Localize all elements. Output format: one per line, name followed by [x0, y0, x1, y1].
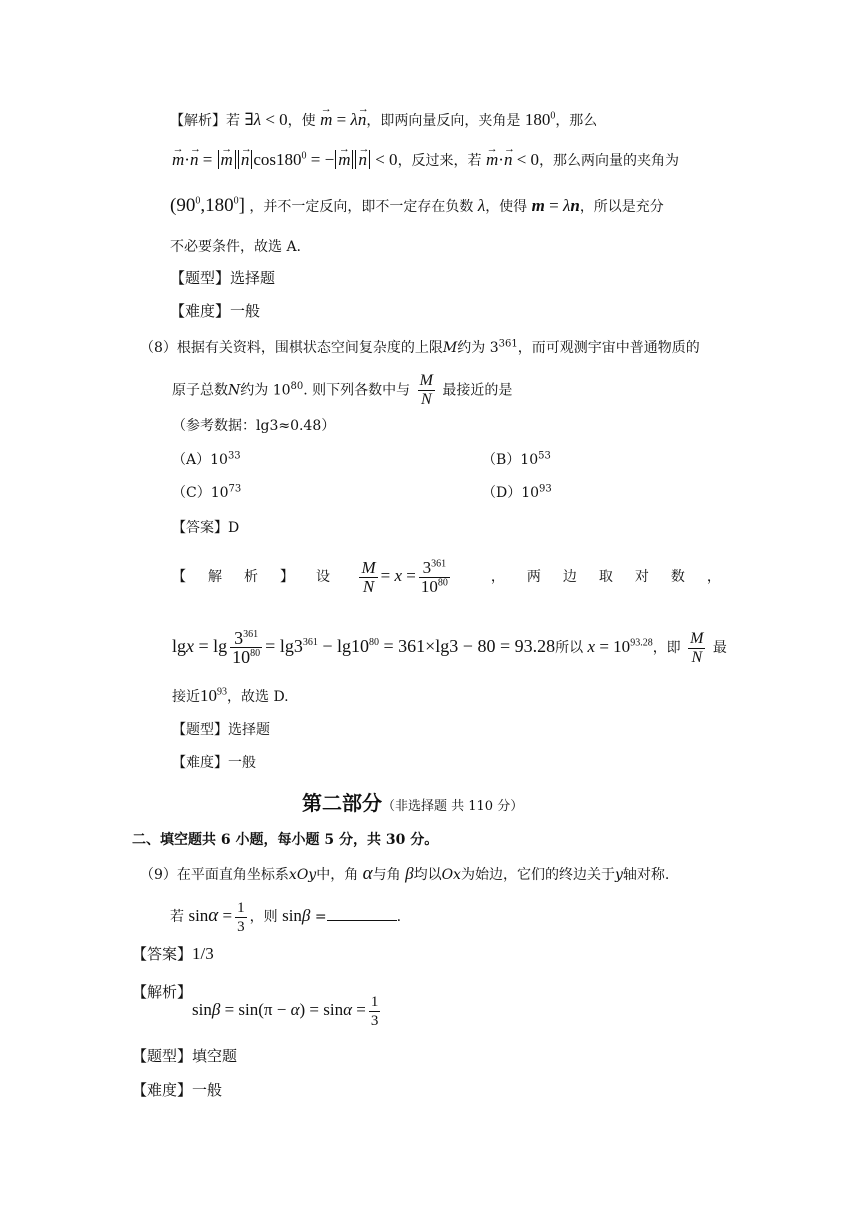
math-lambda: λ — [477, 196, 486, 215]
math-fraction-M-over-N: $\frac{M}{N}$ — [419, 372, 433, 408]
q7-question-type: 【题型】选择题 — [170, 269, 276, 287]
part-two-subtitle: （非选择题 共 110 分） — [382, 799, 524, 814]
math-x-eq-10-93-28: $x = 10^{93.28}$ — [587, 637, 653, 656]
q8-analysis-line-3: 接近$10^{93}$，故选 D. — [172, 686, 289, 705]
math-alpha: α — [362, 863, 373, 884]
math-fraction-M-over-N-2: $\frac{M}{N}$ — [690, 629, 704, 666]
question-number: （9） — [140, 867, 177, 883]
math-dot-product-cos180: → m·→ n = → m→ n $\cos 180^0$ = −→ m→ n < 0 — [172, 150, 398, 169]
q8-reference-data: （参考数据：lg3≈0.48） — [172, 418, 336, 434]
q9-stem-line-1: （9）在平面直角坐标系xOy中，角 α与角 β均以Ox为始边，它们的终边关于y轴对称. — [140, 863, 670, 884]
q7-analysis-line-4: 不必要条件，故选 A. — [170, 239, 302, 255]
section-two-heading: 二、填空题共 6 小题，每小题 5 分，共 30 分。 — [132, 832, 439, 848]
q9-difficulty: 【难度】一般 — [132, 1081, 223, 1099]
math-beta: β — [405, 864, 414, 883]
q9-analysis-formula — [192, 990, 383, 1031]
q9-question-type: 【题型】填空题 — [132, 1047, 238, 1065]
math-180deg: $180^0$ — [524, 110, 556, 129]
part-two-heading — [302, 790, 523, 820]
math-m-eq-lambda-n: → m = λ→ n — [320, 110, 366, 129]
q7-analysis-line-1: 【解析】若 ∃λ < 0，使 → m = λ→ n，即两向量反向，夹角是 $180^0$，那么 — [170, 110, 597, 131]
q8-answer: 【答案】D — [172, 520, 240, 536]
q8-analysis-line-2: lgx = lg $\frac{3^{361}}{10^{80}}$ = $\lg 3^{361} - \lg 10^{80} = 361\times\lg 3 - 80 = 93.28$所以 $x = 10^{93.28}$，即 $\frac{M}{N}$ 最 — [172, 628, 727, 668]
math-dot-product-negative: → m·→ n < 0 — [486, 150, 539, 169]
q7-difficulty: 【难度】一般 — [170, 302, 261, 320]
math-exists-lambda: ∃λ < 0 — [244, 110, 288, 129]
math-interval-90-180: $(90^0,180^0]$ — [170, 195, 245, 216]
q8-option-b: $(B)10^{53}$ — [482, 450, 551, 468]
q9-analysis-label: 【解析】 — [132, 983, 193, 1001]
q7-analysis-line-3: $(90^0,180^0]$ ，并不一定反向，即不一定存在负数 λ，使得 m = λn，所以是充分 — [170, 195, 664, 216]
part-two-title: 第二部分 — [302, 791, 382, 815]
q9-stem-line-2: 若 sinα = $\frac{1}{3}$ ，则 sinβ = . — [170, 899, 402, 935]
q8-analysis-line-1: 【 解 析 】 设 $\frac{M}{N}$ = x = $\frac{3^{361}}{10^{80}}$ ， 两 边 取 对 数 ， — [172, 552, 732, 601]
math-lg-computation: lgx = lg $\frac{3^{361}}{10^{80}}$ = $\lg 3^{361} - \lg 10^{80} = 361\times\lg 3 - 80 = 93.28$ — [172, 628, 556, 668]
math-M-over-N-eq-x: $\frac{M}{N}$ = x = $\frac{3^{361}}{10^{80}}$ — [361, 557, 448, 596]
q8-difficulty: 【难度】一般 — [172, 755, 256, 771]
q8-stem-line-1: （8）根据有关资料，围棋状态空间复杂度的上限M约为 $3^{361}$，而可观测宇宙中普通物质的 — [140, 338, 700, 356]
q8-stem-line-2: 原子总数N约为 $10^{80}$. 则下列各数中与 $\frac{M}{N}$ 最接近的是 — [172, 372, 513, 408]
math-xOy: xOy — [288, 867, 317, 883]
math-Ox: Ox — [441, 867, 461, 883]
q8-question-type: 【题型】选择题 — [172, 722, 270, 738]
math-sin-beta-derivation: sinβ = sin(π − α) = sinα = $\frac{1}{3}$ — [192, 993, 379, 1029]
q8-option-c: $(C)10^{73}$ — [172, 483, 242, 501]
question-number: （8） — [140, 340, 177, 356]
math-m-eq-lambda-n-bold: m = λn — [531, 196, 580, 215]
math-sin-beta: sinβ — [282, 906, 311, 925]
q7-analysis-line-2: → m·→ n = → m→ n $\cos 180^0$ = −→ m→ n < 0，反过来，若 → m·→ n < 0，那么两向量的夹角为 — [172, 150, 679, 171]
q8-option-d: $(D)10^{93}$ — [482, 483, 552, 501]
math-10-93: $10^{93}$ — [200, 686, 227, 705]
analysis-label: 【解析】 — [170, 113, 226, 129]
q8-option-a: $(A)10^{33}$ — [172, 450, 241, 468]
answer-blank[interactable] — [327, 906, 397, 921]
math-y: y — [614, 867, 623, 883]
q9-answer: 【答案】1/3 — [132, 944, 214, 963]
math-sin-alpha-eq-1-3: sinα = $\frac{1}{3}$ — [188, 899, 245, 935]
